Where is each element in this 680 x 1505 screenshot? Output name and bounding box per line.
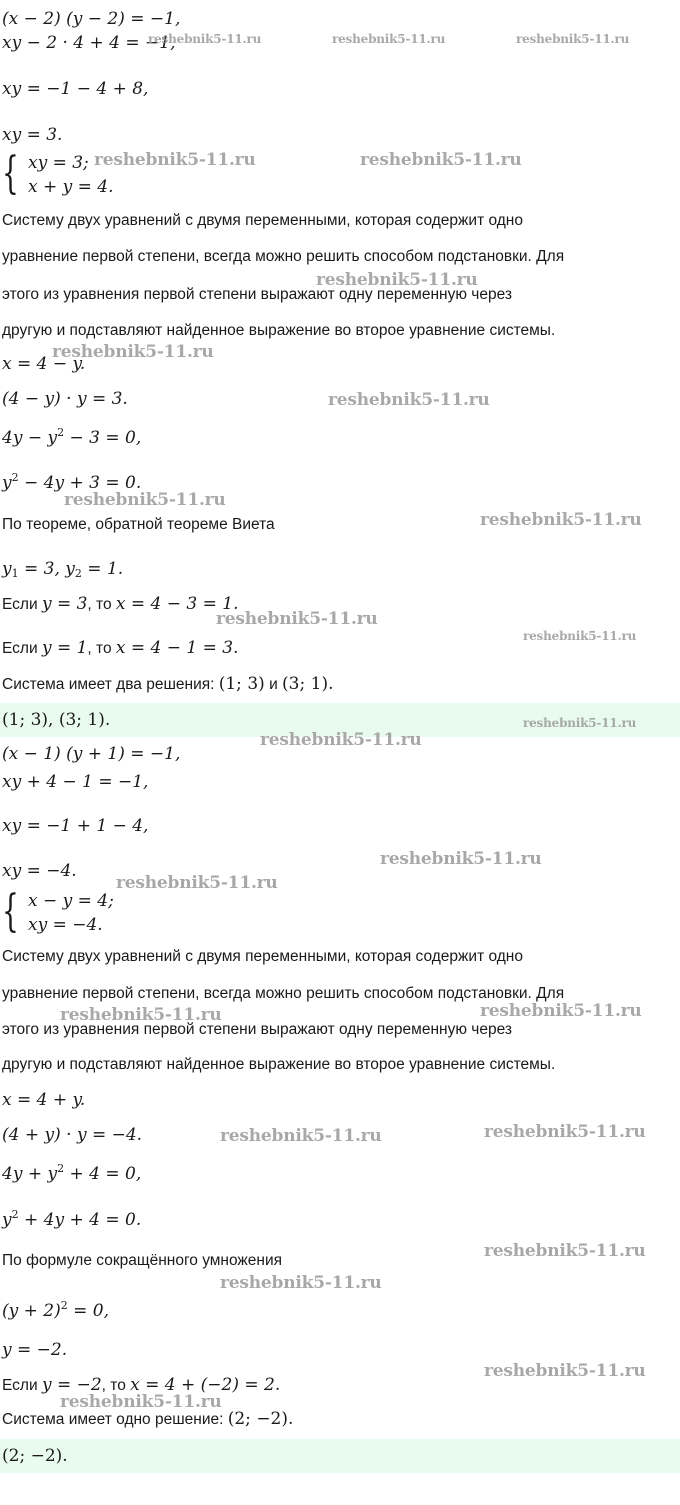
watermark-text: reshebnik5-11.ru xyxy=(480,510,642,530)
paragraph-line: этого из уравнения первой степени выражают одну переменную через xyxy=(2,286,512,303)
watermark-text: reshebnik5-11.ru xyxy=(360,150,522,170)
watermark-text: reshebnik5-11.ru xyxy=(220,1126,382,1146)
watermark-text: reshebnik5-11.ru xyxy=(523,716,637,730)
equation-line: (x − 2) (y − 2) = −1, xyxy=(2,9,181,29)
paragraph-line: другую и подставляют найденное выражение во второе уравнение системы. xyxy=(2,1056,556,1073)
answer-text: (1; 3), (3; 1). xyxy=(2,710,111,730)
equation-system xyxy=(2,886,202,938)
case-line: Если y = −2, то x = 4 + (−2) = 2. xyxy=(2,1375,281,1395)
watermark-text: reshebnik5-11.ru xyxy=(260,730,422,750)
watermark-text: reshebnik5-11.ru xyxy=(328,390,490,410)
watermark-text: reshebnik5-11.ru xyxy=(52,342,214,362)
watermark-text: reshebnik5-11.ru xyxy=(220,1273,382,1293)
watermark-text: reshebnik5-11.ru xyxy=(116,873,278,893)
roots-line: $y_1 = 3$, $y_2 = 1$. xyxy=(2,559,124,580)
watermark-text: reshebnik5-11.ru xyxy=(516,32,630,46)
equation-line: xy = −1 − 4 + 8, xyxy=(2,79,149,99)
formula-text: По формуле сокращённого умножения xyxy=(2,1252,283,1269)
paragraph-line: другую и подставляют найденное выражение во второе уравнение системы. xyxy=(2,322,556,339)
equation-line: xy = −1 + 1 − 4, xyxy=(2,816,149,836)
equation-line: xy = −4. xyxy=(2,861,77,881)
paragraph-line: этого из уравнения первой степени выражают одну переменную через xyxy=(2,1021,512,1038)
paragraph-line: Систему двух уравнений с двумя переменными, которая содержит одно xyxy=(2,212,523,229)
equation-line: xy + 4 − 1 = −1, xyxy=(2,772,149,792)
case-line: Если y = 1, то x = 4 − 1 = 3. xyxy=(2,638,239,658)
watermark-text: reshebnik5-11.ru xyxy=(380,849,542,869)
answer-box xyxy=(0,1439,680,1473)
brace-glyph: { xyxy=(2,886,19,937)
paragraph-line: Систему двух уравнений с двумя переменными, которая содержит одно xyxy=(2,948,523,965)
paragraph-line: уравнение первой степени, всегда можно решить способом подстановки. Для xyxy=(2,985,565,1002)
equation-line: $4y - y^2 - 3 = 0$, xyxy=(2,426,142,448)
conclusion-line: Система имеет одно решение: (2; −2). xyxy=(2,1409,294,1429)
equation-line: (x − 1) (y + 1) = −1, xyxy=(2,744,181,764)
watermark-text: reshebnik5-11.ru xyxy=(148,32,262,46)
watermark-text: reshebnik5-11.ru xyxy=(480,1001,642,1021)
equation-line: xy = 3. xyxy=(2,125,63,145)
equation-line: (4 + y) · y = −4. xyxy=(2,1125,143,1145)
watermark-text: reshebnik5-11.ru xyxy=(484,1122,646,1142)
answer-text: (2; −2). xyxy=(2,1446,68,1466)
watermark-text: reshebnik5-11.ru xyxy=(523,629,637,643)
equation-line: $(y + 2)^2 = 0$, xyxy=(2,1299,110,1321)
watermark-text: reshebnik5-11.ru xyxy=(484,1361,646,1381)
watermark-text: reshebnik5-11.ru xyxy=(94,150,256,170)
watermark-text: reshebnik5-11.ru xyxy=(60,1392,222,1412)
system-row: xy = 3; xyxy=(28,153,89,173)
equation-line: (4 − y) · y = 3. xyxy=(2,389,128,409)
watermark-text: reshebnik5-11.ru xyxy=(332,32,446,46)
equation-line: xy − 2 · 4 + 4 = −1, xyxy=(2,33,176,53)
theorem-text: По теореме, обратной теореме Виета xyxy=(2,516,275,533)
equation-line: x = 4 + y. xyxy=(2,1090,86,1110)
equation-line: x = 4 − y. xyxy=(2,354,86,374)
watermark-text: reshebnik5-11.ru xyxy=(316,270,478,290)
equation-line: y = −2. xyxy=(2,1340,68,1360)
watermark-text: reshebnik5-11.ru xyxy=(60,1005,222,1025)
system-row: x + y = 4. xyxy=(28,177,114,197)
case-line: Если y = 3, то x = 4 − 3 = 1. xyxy=(2,594,239,614)
system-row: xy = −4. xyxy=(28,915,103,935)
conclusion-line: Система имеет два решения: (1; 3) и (3; 1). xyxy=(2,674,334,694)
watermark-text: reshebnik5-11.ru xyxy=(484,1241,646,1261)
equation-line: $y^2 - 4y + 3 = 0$. xyxy=(2,471,142,493)
equation-line: $y^2 + 4y + 4 = 0$. xyxy=(2,1208,142,1230)
equation-line: $4y + y^2 + 4 = 0$, xyxy=(2,1162,142,1184)
watermark-text: reshebnik5-11.ru xyxy=(216,609,378,629)
system-row: x − y = 4; xyxy=(28,891,114,911)
watermark-text: reshebnik5-11.ru xyxy=(64,490,226,510)
brace-glyph: { xyxy=(2,148,19,199)
paragraph-line: уравнение первой степени, всегда можно решить способом подстановки. Для xyxy=(2,248,565,265)
